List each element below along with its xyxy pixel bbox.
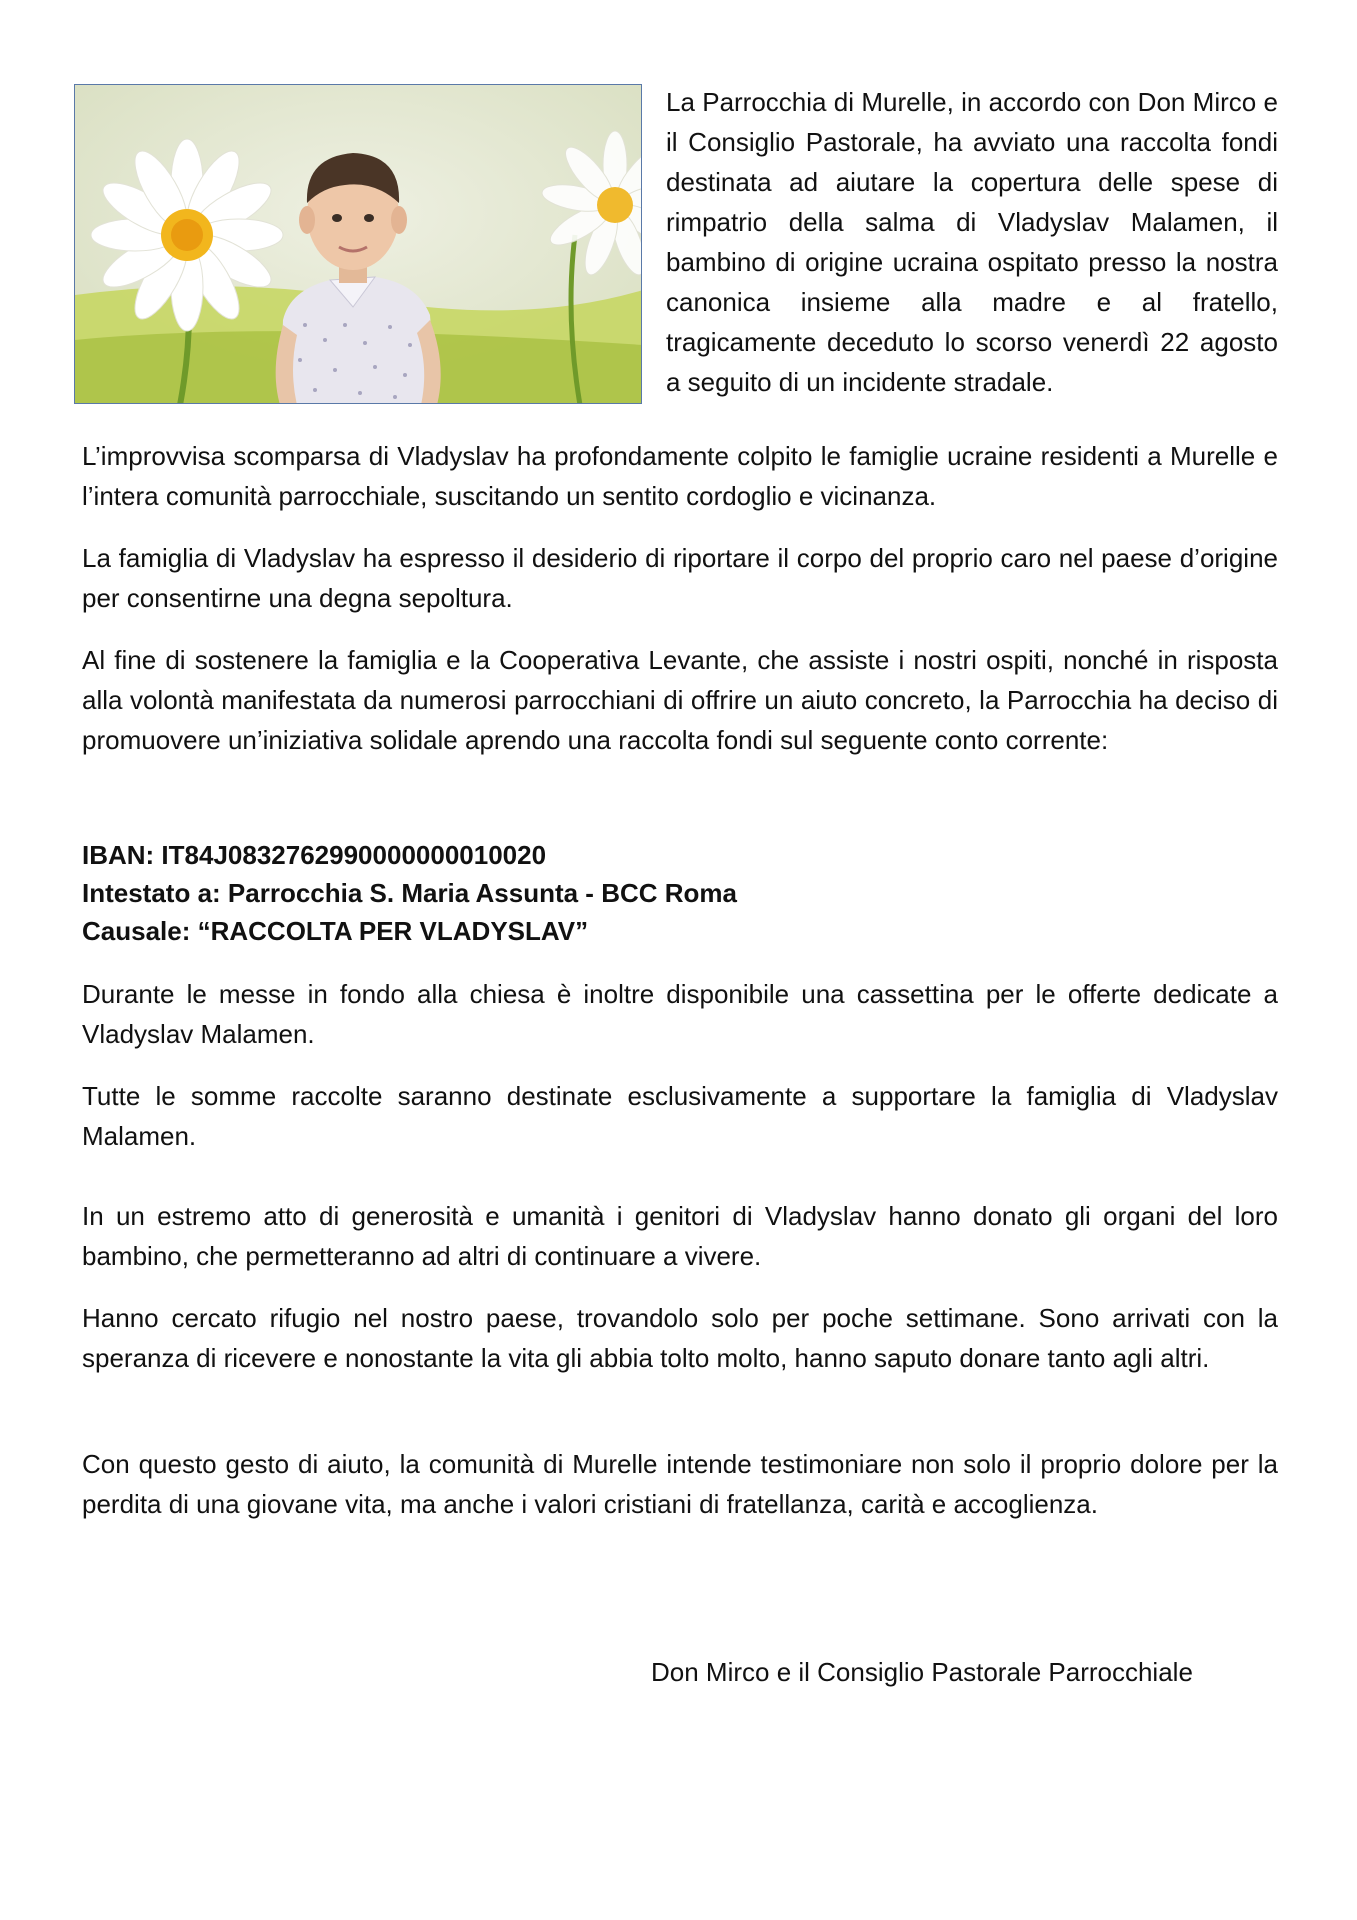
paragraph-funds-destination: Tutte le somme raccolte saranno destinate esclusivamente a supportare la famiglia di Vladyslav Malamen. xyxy=(82,1081,1278,1151)
child-photo xyxy=(74,84,642,404)
payment-reason-line: Causale: “RACCOLTA PER VLADYSLAV” xyxy=(82,916,589,946)
paragraph-closing: Con questo gesto di aiuto, la comunità di Murelle intende testimoniare non solo il proprio dolore per la perdita di una giovane vita, ma anche i valori cristiani di fratellanza, carità e accoglienza. xyxy=(82,1449,1278,1519)
signature: Don Mirco e il Consiglio Pastorale Parrocchiale xyxy=(651,1657,1193,1687)
iban-line: IBAN: IT84J0832762990000000010020 xyxy=(82,840,547,870)
child-photo-illustration xyxy=(75,85,642,404)
paragraph-offering-box: Durante le messe in fondo alla chiesa è inoltre disponibile una cassettina per le offerte dedicate a Vladyslav Malamen. xyxy=(82,979,1278,1049)
paragraph-organ-donation: In un estremo atto di generosità e umanità i genitori di Vladyslav hanno donato gli organi del loro bambino, che permetteranno ad altri di continuare a vivere. xyxy=(82,1201,1278,1271)
account-holder-line: Intestato a: Parrocchia S. Maria Assunta - BCC Roma xyxy=(82,878,737,908)
paragraph-refuge: Hanno cercato rifugio nel nostro paese, trovandolo solo per poche settimane. Sono arrivati con la speranza di ricevere e nonostante la vita gli abbia tolto molto, hanno saputo donare tanto agli altri. xyxy=(82,1303,1278,1373)
paragraph-family-wish: La famiglia di Vladyslav ha espresso il desiderio di riportare il corpo del proprio caro nel paese d’origine per consentirne una degna sepoltura. xyxy=(82,543,1278,613)
bank-details xyxy=(82,836,737,950)
paragraph-fundraiser: Al fine di sostenere la famiglia e la Cooperativa Levante, che assiste i nostri ospiti, nonché in risposta alla volontà manifestata da numerosi parrocchiani di offrire un aiuto concreto, la Parrocchia ha deciso di promuovere un’iniziativa solidale aprendo una raccolta fondi sul seguente conto corrente: xyxy=(82,645,1278,755)
intro-paragraph: La Parrocchia di Murelle, in accordo con Don Mirco e il Consiglio Pastorale, ha avviato una raccolta fondi destinata ad aiutare la copertura delle spese di rimpatrio della salma di Vladyslav Malamen, il bambino di origine ucraina ospitato presso la nostra canonica insieme alla madre e al fratello, tragicamente deceduto lo scorso venerdì 22 agosto a seguito di un incidente stradale. xyxy=(666,87,1278,397)
paragraph-grief: L’improvvisa scomparsa di Vladyslav ha profondamente colpito le famiglie ucraine residenti a Murelle e l’intera comunità parrocchiale, suscitando un sentito cordoglio e vicinanza. xyxy=(82,441,1278,511)
